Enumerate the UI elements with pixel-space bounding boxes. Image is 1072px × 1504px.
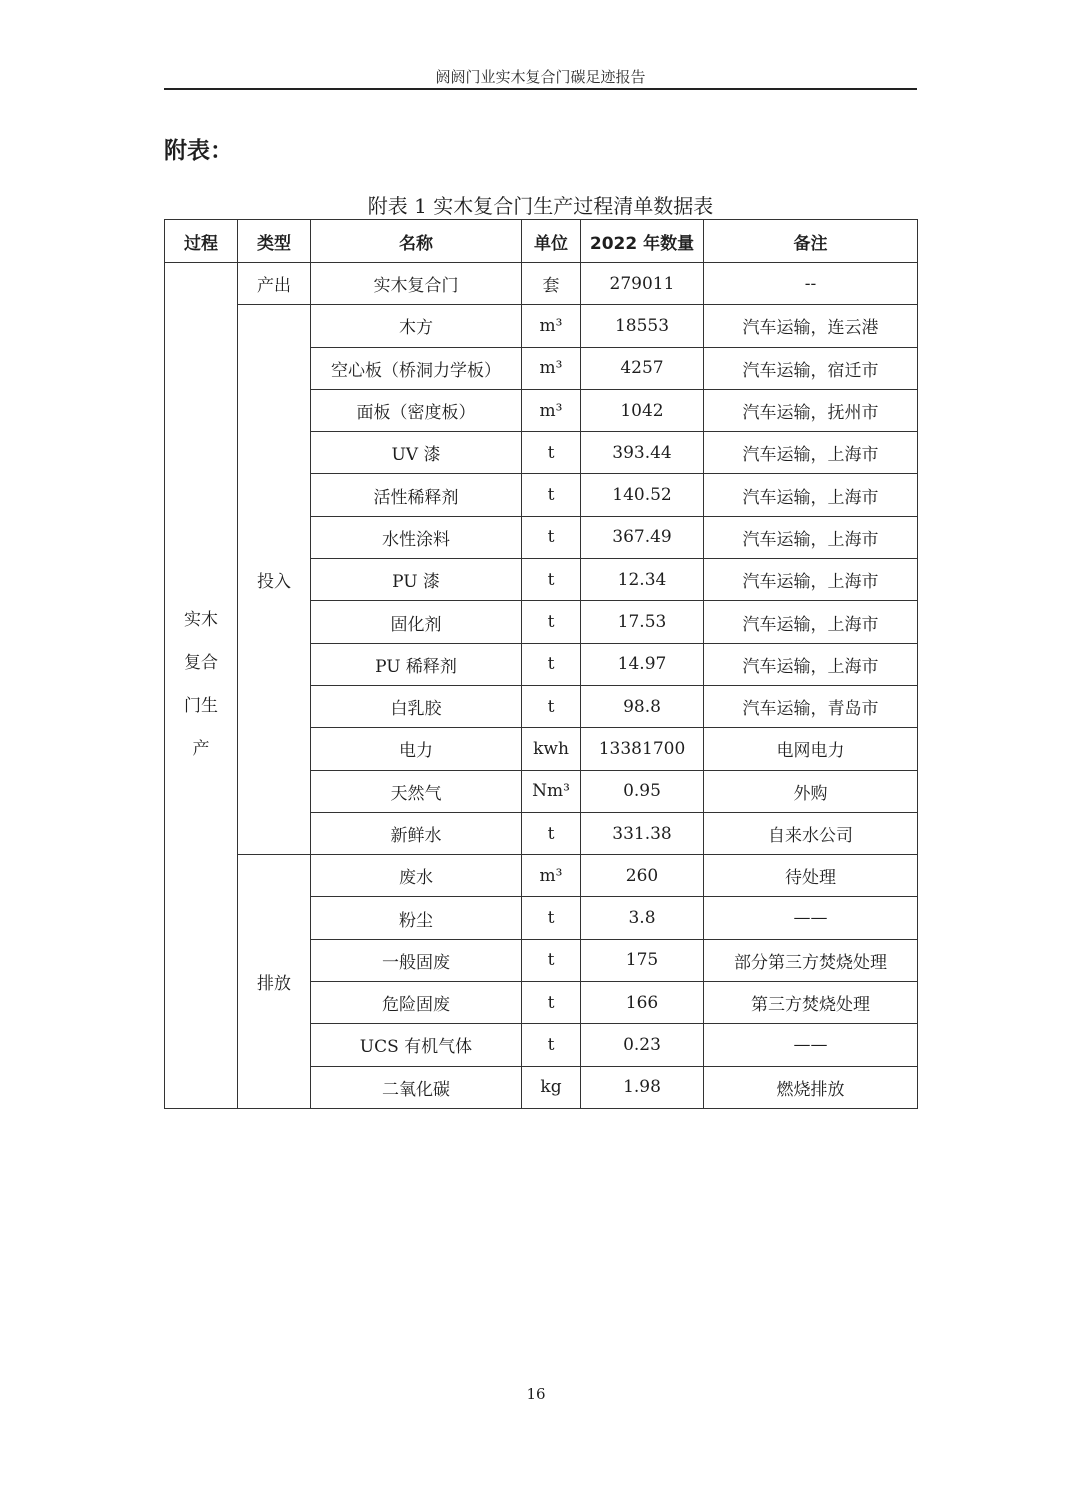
unit-cell: t [522, 897, 581, 939]
table-row [165, 305, 918, 347]
unit-cell: m³ [522, 347, 581, 389]
unit-cell: m³ [522, 389, 581, 431]
quantity-cell: 166 [581, 982, 704, 1024]
note-cell: —— [704, 1024, 918, 1066]
name-cell: PU 漆 [311, 559, 522, 601]
quantity-cell: 140.52 [581, 474, 704, 516]
quantity-cell: 393.44 [581, 432, 704, 474]
unit-cell: t [522, 939, 581, 981]
unit-cell: kwh [522, 728, 581, 770]
type-cell: 排放 [238, 855, 311, 1109]
note-cell: 汽车运输，上海市 [704, 601, 918, 643]
table-header-row [165, 220, 918, 263]
name-cell: PU 稀释剂 [311, 643, 522, 685]
note-cell: 燃烧排放 [704, 1066, 918, 1108]
name-cell: 粉尘 [311, 897, 522, 939]
process-cell [165, 263, 238, 1109]
quantity-cell: 12.34 [581, 559, 704, 601]
name-cell: 危险固废 [311, 982, 522, 1024]
unit-cell: 套 [522, 263, 581, 305]
header-rule [164, 88, 917, 90]
name-cell: 实木复合门 [311, 263, 522, 305]
unit-cell: m³ [522, 305, 581, 347]
note-cell: -- [704, 263, 918, 305]
note-cell: 电网电力 [704, 728, 918, 770]
quantity-cell: 14.97 [581, 643, 704, 685]
page-header: 阏阏门业实木复合门碳足迹报告 [435, 68, 646, 86]
name-cell: 水性涂料 [311, 516, 522, 558]
quantity-cell: 175 [581, 939, 704, 981]
unit-cell: Nm³ [522, 770, 581, 812]
quantity-cell: 98.8 [581, 685, 704, 727]
name-cell: 电力 [311, 728, 522, 770]
note-cell: 汽车运输，抚州市 [704, 389, 918, 431]
unit-cell: kg [522, 1066, 581, 1108]
unit-cell: t [522, 559, 581, 601]
note-cell: 汽车运输，宿迁市 [704, 347, 918, 389]
type-cell: 产出 [238, 263, 311, 305]
note-cell: 汽车运输，上海市 [704, 432, 918, 474]
quantity-cell: 0.23 [581, 1024, 704, 1066]
note-cell: 待处理 [704, 855, 918, 897]
column-header-name: 名称 [311, 220, 522, 263]
unit-cell: t [522, 601, 581, 643]
name-cell: 固化剂 [311, 601, 522, 643]
unit-cell: m³ [522, 855, 581, 897]
quantity-cell: 3.8 [581, 897, 704, 939]
name-cell: 二氧化碳 [311, 1066, 522, 1108]
name-cell: 面板（密度板） [311, 389, 522, 431]
quantity-cell: 1.98 [581, 1066, 704, 1108]
quantity-cell: 18553 [581, 305, 704, 347]
note-cell: 汽车运输，上海市 [704, 516, 918, 558]
name-cell: 木方 [311, 305, 522, 347]
note-cell: 自来水公司 [704, 812, 918, 854]
name-cell: UCS 有机气体 [311, 1024, 522, 1066]
note-cell: 第三方焚烧处理 [704, 982, 918, 1024]
name-cell: 白乳胶 [311, 685, 522, 727]
quantity-cell: 1042 [581, 389, 704, 431]
table-row [165, 263, 918, 305]
quantity-cell: 13381700 [581, 728, 704, 770]
page-number: 16 [526, 1385, 546, 1403]
unit-cell: t [522, 643, 581, 685]
note-cell: 汽车运输，连云港 [704, 305, 918, 347]
name-cell: 活性稀释剂 [311, 474, 522, 516]
note-cell: 汽车运输，上海市 [704, 643, 918, 685]
quantity-cell: 279011 [581, 263, 704, 305]
name-cell: 天然气 [311, 770, 522, 812]
type-cell: 投入 [238, 305, 311, 855]
process-label-line: 产 [192, 739, 210, 760]
quantity-cell: 17.53 [581, 601, 704, 643]
quantity-cell: 4257 [581, 347, 704, 389]
column-header-unit: 单位 [522, 220, 581, 263]
unit-cell: t [522, 516, 581, 558]
section-title: 附表： [164, 138, 233, 164]
inventory-table [164, 219, 918, 1109]
name-cell: UV 漆 [311, 432, 522, 474]
quantity-cell: 367.49 [581, 516, 704, 558]
name-cell: 新鲜水 [311, 812, 522, 854]
unit-cell: t [522, 982, 581, 1024]
quantity-cell: 331.38 [581, 812, 704, 854]
note-cell: 汽车运输，青岛市 [704, 685, 918, 727]
name-cell: 一般固废 [311, 939, 522, 981]
name-cell: 空心板（桥洞力学板） [311, 347, 522, 389]
note-cell: 汽车运输，上海市 [704, 559, 918, 601]
process-label-line: 复合 [184, 653, 218, 674]
quantity-cell: 0.95 [581, 770, 704, 812]
process-label-line: 实木 [184, 610, 218, 631]
unit-cell: t [522, 474, 581, 516]
column-header-quantity: 2022 年数量 [581, 220, 704, 263]
column-header-note: 备注 [704, 220, 918, 263]
column-header-process: 过程 [165, 220, 238, 263]
quantity-cell: 260 [581, 855, 704, 897]
table-caption: 附表 1 实木复合门生产过程清单数据表 [367, 194, 714, 218]
unit-cell: t [522, 1024, 581, 1066]
unit-cell: t [522, 432, 581, 474]
column-header-type: 类型 [238, 220, 311, 263]
unit-cell: t [522, 685, 581, 727]
note-cell: 外购 [704, 770, 918, 812]
note-cell: 部分第三方焚烧处理 [704, 939, 918, 981]
table-row [165, 855, 918, 897]
process-label-line: 门生 [184, 696, 218, 717]
name-cell: 废水 [311, 855, 522, 897]
unit-cell: t [522, 812, 581, 854]
note-cell: —— [704, 897, 918, 939]
note-cell: 汽车运输，上海市 [704, 474, 918, 516]
table-body [165, 263, 918, 1109]
